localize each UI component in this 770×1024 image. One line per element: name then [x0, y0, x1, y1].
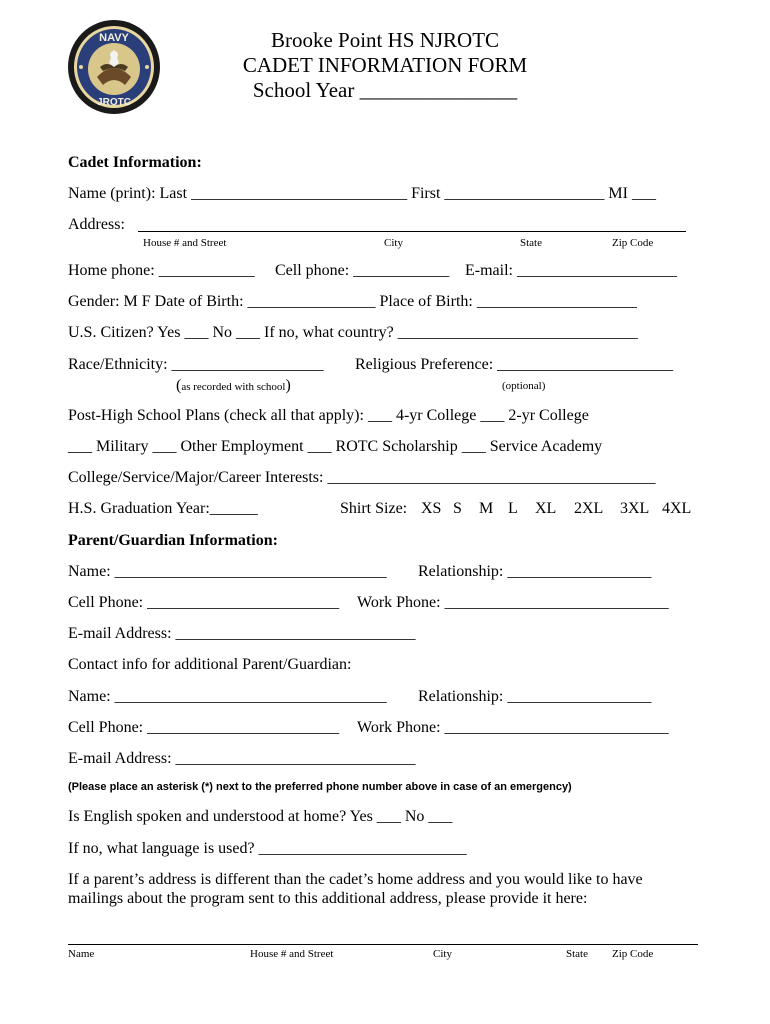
- cadet-name-field[interactable]: Name (print): Last ___________________________ First ____________________ MI ___: [68, 185, 656, 202]
- address-sub-city: City: [384, 237, 403, 249]
- cell-phone-field[interactable]: Cell phone: ____________: [275, 262, 450, 279]
- alt-sub-street: House # and Street: [250, 948, 334, 960]
- citizen-field[interactable]: U.S. Citizen? Yes ___ No ___ If no, what country? ______________________________: [68, 324, 638, 341]
- parent-email-field[interactable]: E-mail Address: ______________________________: [68, 625, 416, 642]
- alt-address-line[interactable]: [68, 944, 698, 945]
- parent2-name-field[interactable]: Name: __________________________________: [68, 688, 387, 705]
- shirt-size-4xl[interactable]: 4XL: [662, 500, 692, 517]
- shirt-size-3xl[interactable]: 3XL: [620, 500, 650, 517]
- interests-field[interactable]: College/Service/Major/Career Interests: _________________________________________: [68, 469, 656, 486]
- address-line[interactable]: [138, 231, 686, 232]
- parent2-email-field[interactable]: E-mail Address: ______________________________: [68, 750, 416, 767]
- shirt-size-2xl[interactable]: 2XL: [574, 500, 604, 517]
- alt-sub-zip: Zip Code: [612, 948, 654, 960]
- english-spoken-field[interactable]: Is English spoken and understood at home? Yes ___ No ___: [68, 808, 453, 825]
- address-label: Address:: [68, 216, 125, 233]
- alt-sub-state: State: [566, 948, 588, 960]
- alt-sub-city: City: [433, 948, 452, 960]
- address-paragraph-line2: mailings about the program sent to this additional address, please provide it here:: [68, 890, 588, 907]
- address-sub-state: State: [520, 237, 542, 249]
- parent-name-field[interactable]: Name: __________________________________: [68, 563, 387, 580]
- shirt-size-s[interactable]: S: [453, 500, 462, 517]
- logo-top-text: NAVY: [99, 32, 129, 44]
- shirt-size-xs[interactable]: XS: [421, 500, 442, 517]
- gender-dob-field[interactable]: Gender: M F Date of Birth: ________________ Place of Birth: ____________________: [68, 293, 637, 310]
- address-sub-street: House # and Street: [143, 237, 227, 249]
- race-note: (as recorded with school): [176, 377, 291, 394]
- school-year-field[interactable]: School Year _______________: [252, 78, 518, 102]
- shirt-size-l[interactable]: L: [508, 500, 518, 517]
- plan-options-field[interactable]: ___ Military ___ Other Employment ___ ROTC Scholarship ___ Service Academy: [68, 438, 603, 455]
- shirt-size-xl[interactable]: XL: [535, 500, 557, 517]
- form-title: CADET INFORMATION FORM: [242, 53, 528, 77]
- email-field[interactable]: E-mail: ____________________: [465, 262, 677, 279]
- parent-relationship-field[interactable]: Relationship: __________________: [418, 563, 652, 580]
- school-name: Brooke Point HS NJROTC: [270, 28, 500, 52]
- language-field[interactable]: If no, what language is used? __________________________: [68, 840, 467, 857]
- post-hs-plans-field[interactable]: Post-High School Plans (check all that apply): ___ 4-yr College ___ 2-yr College: [68, 407, 589, 424]
- address-paragraph-line1: If a parent’s address is different than the cadet’s home address and you would like to have: [68, 871, 643, 888]
- parent-work-field[interactable]: Work Phone: ____________________________: [357, 594, 669, 611]
- parent2-relationship-field[interactable]: Relationship: __________________: [418, 688, 652, 705]
- religion-note: (optional): [502, 380, 546, 392]
- cadet-info-heading: Cadet Information:: [68, 154, 202, 171]
- parent-cell-field[interactable]: Cell Phone: ________________________: [68, 594, 340, 611]
- logo-bottom-text: JROTC: [97, 97, 131, 108]
- race-field[interactable]: Race/Ethnicity: ___________________: [68, 356, 324, 373]
- parent2-work-field[interactable]: Work Phone: ____________________________: [357, 719, 669, 736]
- religion-field[interactable]: Religious Preference: ______________________: [355, 356, 674, 373]
- home-phone-field[interactable]: Home phone: ____________: [68, 262, 255, 279]
- race-note-text: as recorded with school: [181, 381, 286, 393]
- shirt-size-m[interactable]: M: [479, 500, 494, 517]
- parent-info-heading: Parent/Guardian Information:: [68, 532, 278, 549]
- asterisk-note: (Please place an asterisk (*) next to the preferred phone number above in case of an emergency): [68, 781, 572, 793]
- shirt-size-label: Shirt Size:: [340, 500, 408, 517]
- alt-sub-name: Name: [68, 948, 95, 960]
- address-sub-zip: Zip Code: [612, 237, 654, 249]
- parent2-cell-field[interactable]: Cell Phone: ________________________: [68, 719, 340, 736]
- additional-parent-label: Contact info for additional Parent/Guardian:: [68, 656, 352, 673]
- grad-year-field[interactable]: H.S. Graduation Year:______: [68, 500, 258, 517]
